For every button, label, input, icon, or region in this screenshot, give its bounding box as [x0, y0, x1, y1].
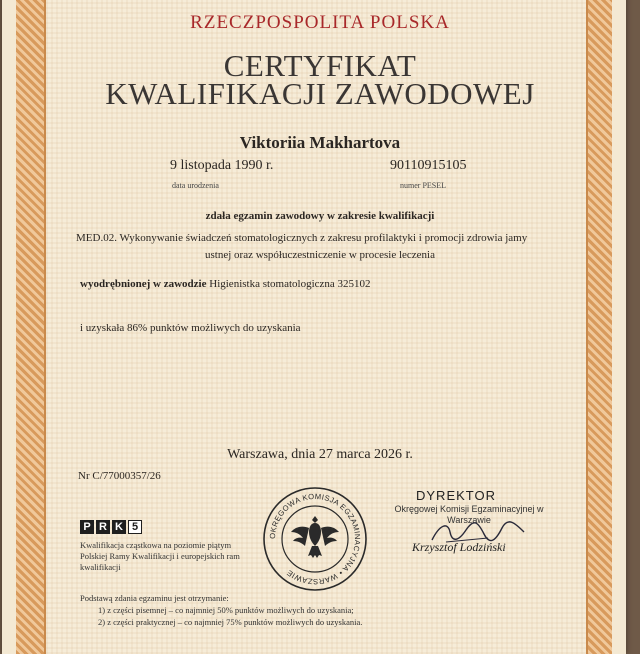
seal-text: OKRĘGOWA KOMISJA EGZAMINACYJNA • WARSZAWIE — [267, 491, 363, 587]
qualification-line-1: MED.02. Wykonywanie świadczeń stomatologicznych z zakresu profilaktyki i promocji zdrowia jamy — [76, 232, 528, 244]
criteria-item-written: 1) z części pisemnej – co najmniej 50% punktów możliwych do uzyskania; — [98, 605, 354, 615]
criteria-item-practical: 2) z części praktycznej – co najmniej 75% punktów możliwych do uzyskania. — [98, 617, 363, 627]
pesel-caption: numer PESEL — [400, 181, 446, 190]
criteria-intro: Podstawą zdania egzaminu jest otrzymanie: — [80, 593, 229, 603]
republic-heading: RZECZPOSPOLITA POLSKA — [190, 12, 450, 33]
qualification-line-2: ustnej oraz współuczestniczenie w procesie leczenia — [205, 249, 435, 261]
score-statement: i uzyskała 86% punktów możliwych do uzyskania — [80, 322, 301, 334]
prk-letter: K — [112, 520, 126, 534]
director-title: DYREKTOR — [416, 488, 496, 503]
exam-passed-statement: zdała egzamin zawodowy w zakresie kwalifikacji — [205, 210, 435, 222]
prk-letter: R — [96, 520, 110, 534]
passing-criteria — [80, 592, 420, 628]
birth-date: 9 listopada 1990 r. — [170, 158, 274, 173]
pesel-number: 90110915105 — [390, 158, 467, 173]
prk-logo — [80, 520, 142, 534]
issue-place-date: Warszawa, dnia 27 marca 2026 r. — [227, 447, 413, 462]
director-organization: Okręgowej Komisji Egzaminacyjnej w Warszawie — [394, 504, 544, 525]
prk-letter: P — [80, 520, 94, 534]
profession-statement — [80, 278, 371, 290]
profession-value: Higienistka stomatologiczna 325102 — [209, 278, 371, 290]
certificate-number: Nr C/77000357/26 — [78, 470, 161, 482]
profession-label: wyodrębnionej w zawodzie — [80, 278, 207, 290]
eagle-emblem-icon — [291, 516, 339, 558]
official-seal-stamp — [262, 486, 368, 592]
certificate-subtitle: KWALIFIKACJI ZAWODOWEJ — [105, 76, 535, 111]
certificate-title: CERTYFIKAT — [223, 48, 417, 83]
holder-name: Viktoriia Makhartova — [239, 133, 401, 152]
prk-level: 5 — [128, 520, 142, 534]
prk-description: Kwalifikacja cząstkowa na poziomie piątym Polskiej Ramy Kwalifikacji i europejskich ram kwalifikacji — [80, 540, 240, 572]
birth-date-caption: data urodzenia — [172, 181, 219, 190]
director-name: Krzysztof Lodziński — [412, 540, 506, 554]
